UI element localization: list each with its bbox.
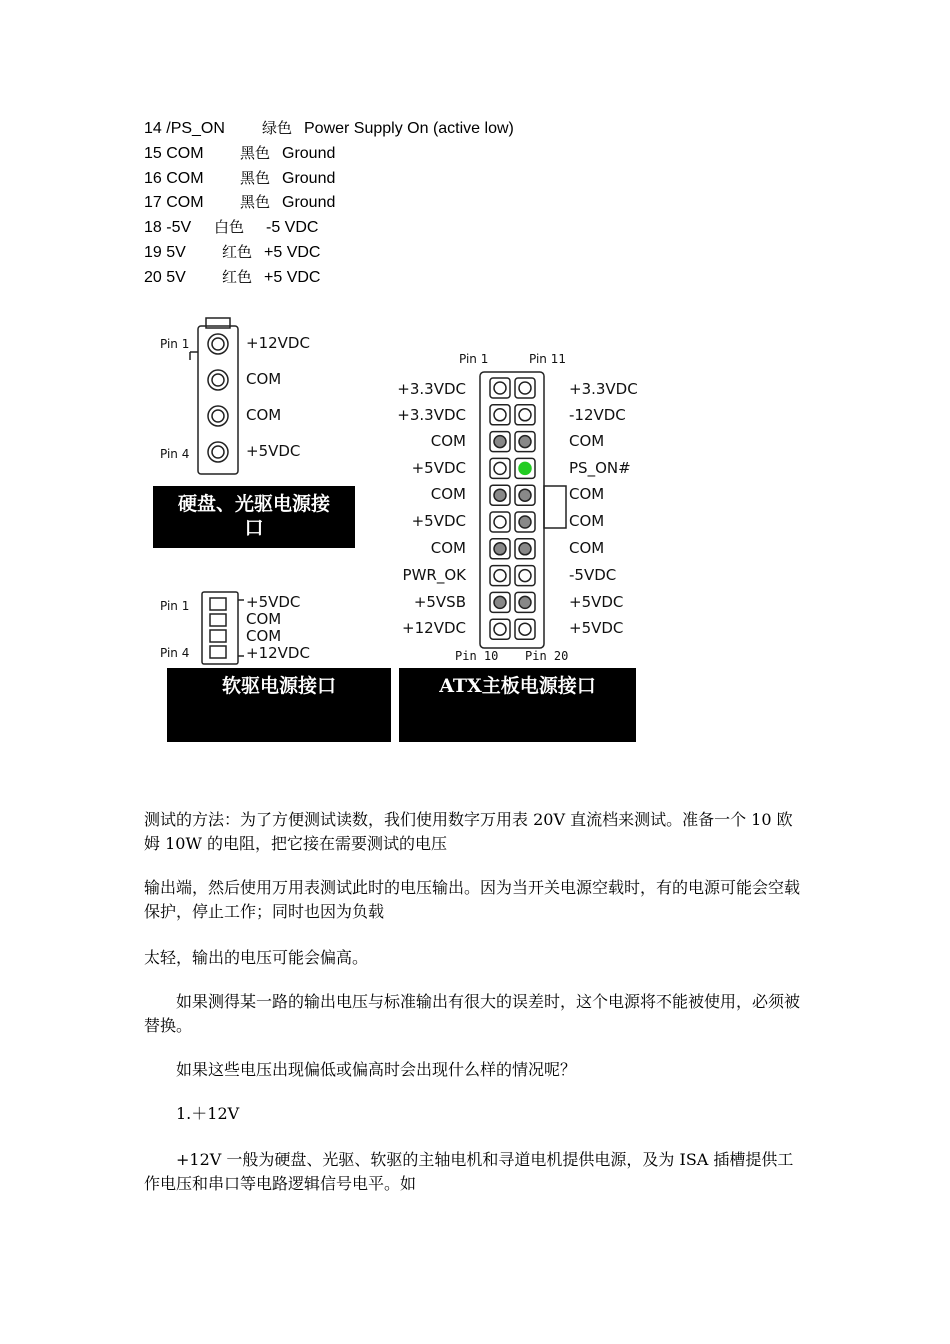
paragraph: 如果这些电压出现偏低或偏高时会出现什么样的情况呢？ — [176, 1060, 577, 1079]
fdd-pin-label: COM — [246, 627, 282, 645]
atx-caption: ATX主板电源接口 — [399, 668, 636, 742]
atx-right-label: -5VDC — [569, 566, 617, 584]
atx-pin — [515, 566, 535, 586]
hdd-pin-label: COM — [246, 370, 282, 388]
hdd-caption — [153, 486, 355, 548]
pin-number: 16 COM — [144, 169, 204, 187]
atx-right-label: COM — [569, 512, 605, 530]
paragraph: 测试的方法：为了方便测试读数，我们使用数字万用表 20V 直流档来测试。准备一个 10 欧姆 10W 的电阻，把它接在需要测试的电压 — [144, 810, 793, 853]
atx-pin — [515, 378, 535, 398]
atx-pin — [490, 512, 510, 532]
hdd-caption-line: 口 — [244, 517, 264, 539]
hdd-caption-line: 硬盘、光驱电源接 — [177, 493, 330, 515]
atx-pin-socket — [494, 489, 506, 501]
pin-description: -5 VDC — [266, 219, 319, 237]
atx-right-label: -12VDC — [569, 406, 626, 424]
atx-pin-socket — [519, 570, 531, 582]
paragraph: 太轻，输出的电压可能会偏高。 — [144, 948, 369, 967]
paragraph: 1.＋12V — [176, 1104, 240, 1123]
atx-pin — [490, 619, 510, 639]
hdd-connector — [190, 318, 238, 474]
atx-pin — [490, 378, 510, 398]
atx-left-label: COM — [430, 539, 466, 557]
pin-description: +5 VDC — [264, 268, 321, 286]
atx-pin-socket — [494, 516, 506, 528]
atx-pin — [490, 566, 510, 586]
pin-row — [144, 190, 514, 215]
wire-color: 黑色 — [240, 168, 271, 187]
atx-left-label: PWR_OK — [402, 566, 466, 584]
atx-pin20-label: Pin 20 — [525, 649, 569, 663]
atx-right-label: COM — [569, 539, 605, 557]
atx-pin1-label: Pin 1 — [459, 352, 489, 366]
atx-pin-socket — [519, 382, 531, 394]
atx-connector — [480, 372, 566, 648]
wire-color: 红色 — [222, 267, 253, 286]
pin-row — [144, 116, 514, 141]
pin-number: 20 5V — [144, 268, 186, 286]
wire-color: 绿色 — [262, 119, 293, 137]
atx-pin11-label: Pin 11 — [529, 352, 566, 366]
hdd-pin-label: +5VDC — [246, 442, 301, 460]
atx-pin-socket — [494, 623, 506, 635]
atx-right-label: COM — [569, 485, 605, 503]
atx-left-label: +5VSB — [413, 593, 466, 611]
atx-left-label: COM — [430, 432, 466, 450]
paragraph: 输出端，然后使用万用表测试此时的电压输出。因为当开关电源空载时，有的电源可能会空载保护，停止工作；同时也因为负载 — [144, 878, 801, 921]
atx-pin-socket — [494, 462, 506, 474]
hdd-pin-label: COM — [246, 406, 282, 424]
atx-left-label: +3.3VDC — [397, 406, 466, 424]
pin-row — [144, 166, 514, 191]
fdd-pin-label: COM — [246, 610, 282, 628]
pin-row — [144, 215, 514, 240]
pin-row — [144, 240, 514, 265]
atx-left-label: +12VDC — [402, 619, 466, 637]
atx-pin-socket — [494, 543, 506, 555]
pin-number: 17 COM — [144, 194, 204, 212]
atx-pin-socket — [519, 516, 531, 528]
atx-left-label: +3.3VDC — [397, 380, 466, 398]
fdd-pin1-label: Pin 1 — [160, 599, 190, 613]
fdd-pin-label: +5VDC — [246, 593, 301, 611]
pin-description: +5 VDC — [264, 243, 321, 261]
atx-pin-socket — [494, 382, 506, 394]
atx-pin-socket — [494, 596, 506, 608]
atx-pin-socket — [519, 623, 531, 635]
paragraph: +12V 一般为硬盘、光驱、软驱的主轴电机和寻道电机提供电源，及为 ISA 插槽提供工作电压和串口等电路逻辑信号电平。如 — [144, 1150, 794, 1193]
atx-pin — [490, 458, 510, 478]
pin-number: 19 5V — [144, 243, 186, 261]
atx-right-label: +5VDC — [569, 593, 624, 611]
hdd-pin-label: +12VDC — [246, 334, 310, 352]
atx-pin-socket — [519, 409, 531, 421]
atx-right-label: +5VDC — [569, 619, 624, 637]
atx-pin10-label: Pin 10 — [455, 649, 499, 663]
atx-right-label: COM — [569, 432, 605, 450]
connector-figure — [0, 300, 950, 760]
atx-right-label: PS_ON# — [569, 459, 631, 477]
wire-color: 黑色 — [240, 143, 271, 162]
atx-left-label: +5VDC — [411, 512, 466, 530]
paragraph: 如果测得某一路的输出电压与标准输出有很大的误差时，这个电源将不能被使用，必须被替换。 — [144, 992, 801, 1035]
wire-color: 白色 — [214, 218, 245, 237]
pin-description: Ground — [282, 169, 336, 187]
pin-row — [144, 265, 514, 290]
atx-pin — [490, 405, 510, 425]
hdd-pin1-label: Pin 1 — [160, 337, 190, 351]
atx-pin-socket — [519, 543, 531, 555]
atx-left-label: COM — [430, 485, 466, 503]
pin-description: Ground — [282, 144, 336, 162]
atx-pin-socket — [519, 596, 531, 608]
pin-number: 14 /PS_ON — [144, 120, 225, 137]
pin-description: Power Supply On (active low) — [304, 120, 514, 137]
atx-right-label: +3.3VDC — [569, 380, 638, 398]
wire-color: 黑色 — [240, 193, 271, 212]
atx-pin-socket — [494, 570, 506, 582]
wire-color: 红色 — [222, 242, 253, 261]
atx-pin-socket — [519, 489, 531, 501]
atx-pin-socket — [494, 409, 506, 421]
fdd-connector — [202, 592, 244, 664]
atx-pin — [515, 405, 535, 425]
fdd-pin4-label: Pin 4 — [160, 646, 190, 660]
fdd-pin-label: +12VDC — [246, 644, 310, 662]
fdd-caption: 软驱电源接口 — [167, 668, 391, 742]
atx-pin-socket — [519, 436, 531, 448]
atx-ps-on-pin-highlight — [519, 462, 531, 474]
atx-left-label: +5VDC — [411, 459, 466, 477]
hdd-pin4-label: Pin 4 — [160, 447, 190, 461]
pin-number: 18 -5V — [144, 219, 192, 237]
pin-row — [144, 141, 514, 166]
atx-pin-socket — [494, 436, 506, 448]
pin-list — [144, 116, 514, 290]
pin-description: Ground — [282, 194, 336, 212]
pin-number: 15 COM — [144, 144, 204, 162]
atx-pin — [515, 619, 535, 639]
